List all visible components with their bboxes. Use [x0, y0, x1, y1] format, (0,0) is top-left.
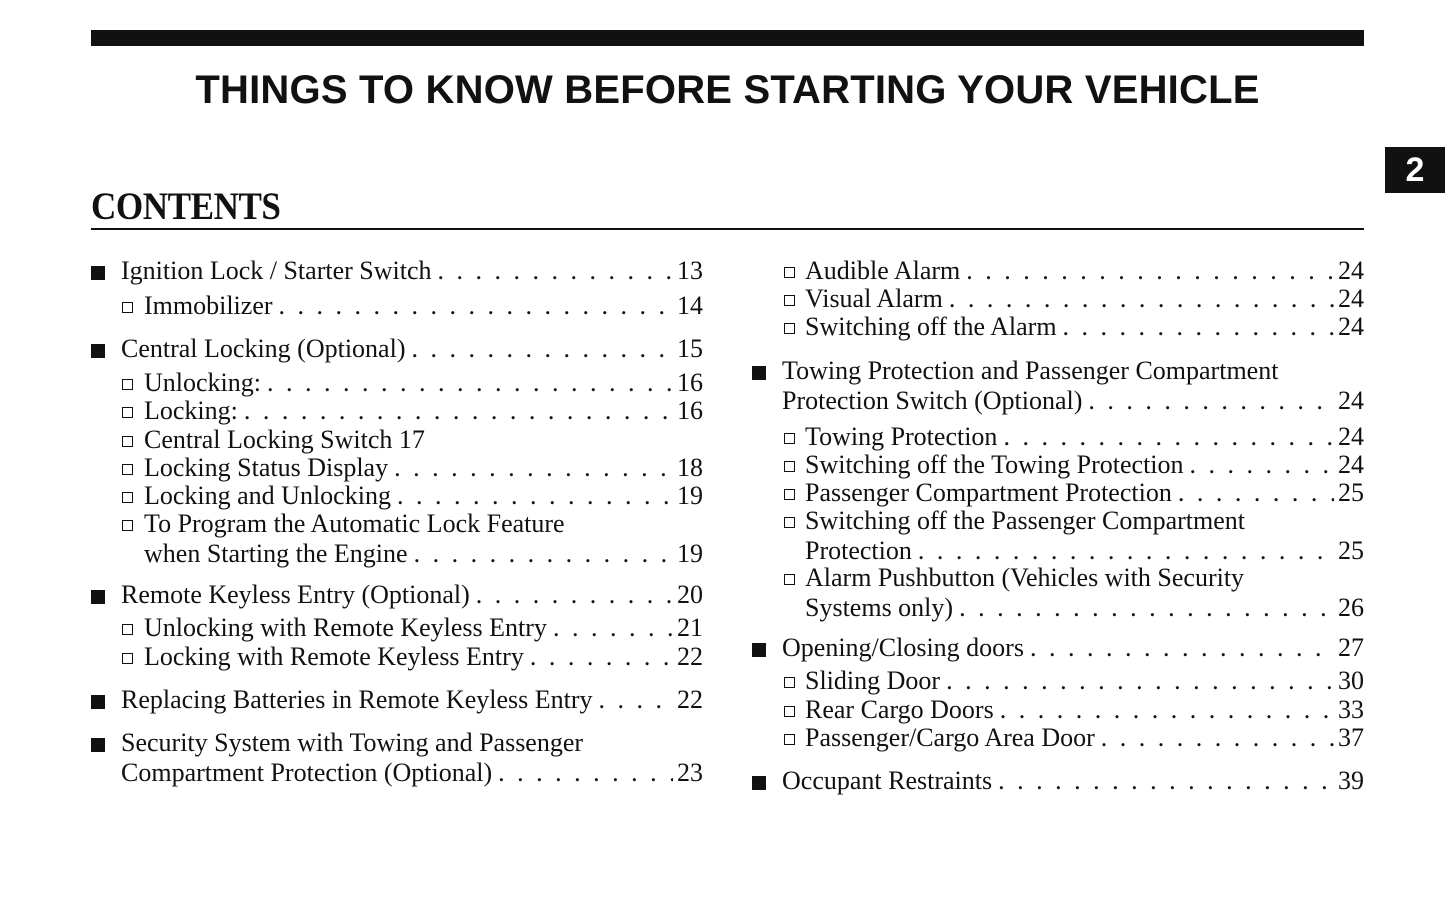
toc-entry-main[interactable]	[121, 685, 703, 715]
sub-bullet-icon	[784, 734, 795, 745]
toc-page-number: 13	[677, 256, 703, 285]
toc-entry-main[interactable]	[782, 356, 1364, 416]
toc-entry-title: Ignition Lock / Starter Switch	[121, 256, 432, 285]
toc-entry-main[interactable]	[782, 766, 1364, 796]
toc-entry-title: Rear Cargo Doors	[805, 695, 994, 724]
leader-dots	[414, 539, 673, 569]
toc-entry-title: Unlocking:	[144, 368, 261, 397]
leader-dots	[411, 334, 673, 364]
toc-page-number: 20	[677, 580, 703, 609]
sub-bullet-icon	[784, 489, 795, 500]
toc-entry-title: Passenger Compartment Protection	[805, 478, 1172, 507]
toc-entry-sub[interactable]	[144, 396, 703, 426]
toc-entry-sub[interactable]	[144, 291, 703, 321]
leader-dots	[1063, 312, 1334, 342]
leader-dots	[476, 580, 673, 610]
toc-entry-sub[interactable]	[805, 695, 1364, 725]
sub-bullet-icon	[784, 295, 795, 306]
toc-page-number: 24	[1338, 284, 1364, 313]
toc-entry-title: Systems only)	[805, 593, 954, 622]
chapter-tab: 2	[1385, 147, 1445, 193]
toc-entry-title: Compartment Protection (Optional)	[121, 758, 493, 787]
top-rule	[91, 30, 1364, 46]
leader-dots	[966, 256, 1334, 286]
toc-entry-sub[interactable]	[144, 453, 703, 483]
toc-entry-sub[interactable]	[144, 509, 703, 569]
toc-page-number: 14	[677, 291, 703, 320]
leader-dots	[267, 368, 673, 398]
contents-heading: CONTENTS	[91, 185, 281, 228]
sub-bullet-icon	[784, 267, 795, 278]
sub-bullet-icon	[784, 677, 795, 688]
leader-dots	[1190, 450, 1334, 480]
leader-dots	[949, 284, 1334, 314]
toc-entry-title: Locking and Unlocking	[144, 481, 391, 510]
toc-entry-title: Switching off the Passenger Compartment	[805, 506, 1246, 535]
toc-entry-title: Central Locking Switch 17	[144, 425, 425, 454]
leader-dots	[959, 593, 1334, 623]
toc-page-number: 23	[677, 758, 703, 787]
toc-page-number: 19	[677, 539, 703, 568]
toc-entry-title: when Starting the Engine	[144, 539, 408, 568]
leader-dots	[244, 396, 673, 426]
sub-bullet-icon	[122, 492, 133, 503]
main-bullet-icon	[752, 366, 766, 380]
sub-bullet-icon	[122, 302, 133, 313]
toc-page-number: 39	[1338, 766, 1364, 795]
toc-page-number: 15	[677, 334, 703, 363]
chapter-title: THINGS TO KNOW BEFORE STARTING YOUR VEHICLE	[195, 68, 1260, 112]
toc-page-number: 37	[1338, 723, 1364, 752]
toc-page-number: 24	[1338, 422, 1364, 451]
toc-page-number: 22	[677, 642, 703, 671]
toc-entry-title: Switching off the Towing Protection	[805, 450, 1184, 479]
sub-bullet-icon	[784, 706, 795, 717]
toc-entry-sub[interactable]	[805, 312, 1364, 342]
toc-entry-title: Replacing Batteries in Remote Keyless Entry	[121, 685, 593, 714]
main-bullet-icon	[91, 738, 105, 752]
toc-entry-title: Locking with Remote Keyless Entry	[144, 642, 524, 671]
toc-page-number: 19	[677, 481, 703, 510]
toc-entry-title: Visual Alarm	[805, 284, 943, 313]
toc-entry-title: Towing Protection and Passenger Compartment	[782, 356, 1279, 385]
toc-page-number: 24	[1338, 450, 1364, 479]
toc-entry-main[interactable]	[782, 633, 1364, 663]
sub-bullet-icon	[784, 517, 795, 528]
toc-entry-title: To Program the Automatic Lock Feature	[144, 509, 565, 538]
sub-bullet-icon	[784, 574, 795, 585]
main-bullet-icon	[91, 590, 105, 604]
toc-entry-title: Security System with Towing and Passenger	[121, 728, 584, 757]
sub-bullet-icon	[122, 379, 133, 390]
toc-entry-title: Towing Protection	[805, 422, 998, 451]
sub-bullet-icon	[122, 653, 133, 664]
toc-entry-title: Remote Keyless Entry (Optional)	[121, 580, 470, 609]
main-bullet-icon	[91, 695, 105, 709]
toc-page-number: 22	[677, 685, 703, 714]
sub-bullet-icon	[122, 624, 133, 635]
toc-entry-title: Protection	[805, 536, 912, 565]
toc-entry-title: Sliding Door	[805, 666, 941, 695]
toc-page-number: 24	[1338, 256, 1364, 285]
main-bullet-icon	[91, 266, 105, 280]
leader-dots	[918, 536, 1334, 566]
toc-page-number: 24	[1338, 386, 1364, 415]
sub-bullet-icon	[784, 433, 795, 444]
toc-page-number: 25	[1338, 536, 1364, 565]
toc-entry-sub[interactable]	[144, 368, 703, 398]
toc-entry-title: Audible Alarm	[805, 256, 961, 285]
leader-dots	[394, 453, 673, 483]
toc-page-number: 18	[677, 453, 703, 482]
sub-bullet-icon	[122, 436, 133, 447]
toc-page-number: 25	[1338, 478, 1364, 507]
toc-entry-sub[interactable]	[805, 256, 1364, 286]
toc-entry-main[interactable]	[121, 334, 703, 364]
main-bullet-icon	[91, 344, 105, 358]
toc-page-number: 26	[1338, 593, 1364, 622]
leader-dots	[498, 758, 673, 788]
toc-entry-sub[interactable]	[144, 481, 703, 511]
toc-entry-title: Opening/Closing doors	[782, 633, 1024, 662]
toc-page-number: 16	[677, 396, 703, 425]
contents-rule	[91, 228, 1364, 230]
toc-entry-sub[interactable]	[144, 613, 703, 643]
toc-page-number: 30	[1338, 666, 1364, 695]
toc-entry-main[interactable]	[121, 728, 703, 788]
toc-page-number: 16	[677, 368, 703, 397]
sub-bullet-icon	[784, 323, 795, 334]
toc-entry-sub[interactable]	[805, 422, 1364, 452]
leader-dots	[438, 256, 673, 286]
toc-entry-title: Immobilizer	[144, 291, 273, 320]
leader-dots	[1000, 695, 1334, 725]
leader-dots	[998, 766, 1334, 796]
sub-bullet-icon	[784, 461, 795, 472]
toc-entry-title: Protection Switch (Optional)	[782, 386, 1083, 415]
toc-entry-sub[interactable]	[805, 666, 1364, 696]
leader-dots	[946, 666, 1334, 696]
toc-entry-sub[interactable]	[144, 425, 703, 455]
toc-entry-sub[interactable]	[805, 723, 1364, 753]
toc-page-number: 21	[677, 613, 703, 642]
toc-entry-title: Passenger/Cargo Area Door	[805, 723, 1095, 752]
toc-entry-main[interactable]	[121, 580, 703, 610]
main-bullet-icon	[752, 643, 766, 657]
leader-dots	[279, 291, 673, 321]
leader-dots	[599, 685, 674, 715]
leader-dots	[1101, 723, 1334, 753]
leader-dots	[1003, 422, 1334, 452]
leader-dots	[1178, 478, 1334, 508]
toc-page-number: 27	[1338, 633, 1364, 662]
toc-entry-main[interactable]	[121, 256, 703, 286]
sub-bullet-icon	[122, 464, 133, 475]
leader-dots	[397, 481, 673, 511]
leader-dots	[530, 642, 673, 672]
toc-page-number: 24	[1338, 312, 1364, 341]
toc-entry-sub[interactable]	[144, 642, 703, 672]
sub-bullet-icon	[122, 520, 133, 531]
leader-dots	[553, 613, 673, 643]
sub-bullet-icon	[122, 407, 133, 418]
toc-entry-sub[interactable]	[805, 450, 1364, 480]
toc-entry-title: Switching off the Alarm	[805, 312, 1057, 341]
toc-entry-sub[interactable]	[805, 478, 1364, 508]
toc-entry-title: Alarm Pushbutton (Vehicles with Security	[805, 563, 1245, 592]
leader-dots	[1088, 386, 1334, 416]
toc-entry-sub[interactable]	[805, 506, 1364, 566]
toc-entry-title: Locking Status Display	[144, 453, 389, 482]
toc-entry-title: Locking:	[144, 396, 238, 425]
toc-entry-title: Unlocking with Remote Keyless Entry	[144, 613, 547, 642]
toc-entry-title: Occupant Restraints	[782, 766, 993, 795]
main-bullet-icon	[752, 776, 766, 790]
toc-page-number: 33	[1338, 695, 1364, 724]
toc-entry-sub[interactable]	[805, 563, 1364, 623]
toc-entry-title: Central Locking (Optional)	[121, 334, 406, 363]
leader-dots	[1030, 633, 1334, 663]
toc-entry-sub[interactable]	[805, 284, 1364, 314]
